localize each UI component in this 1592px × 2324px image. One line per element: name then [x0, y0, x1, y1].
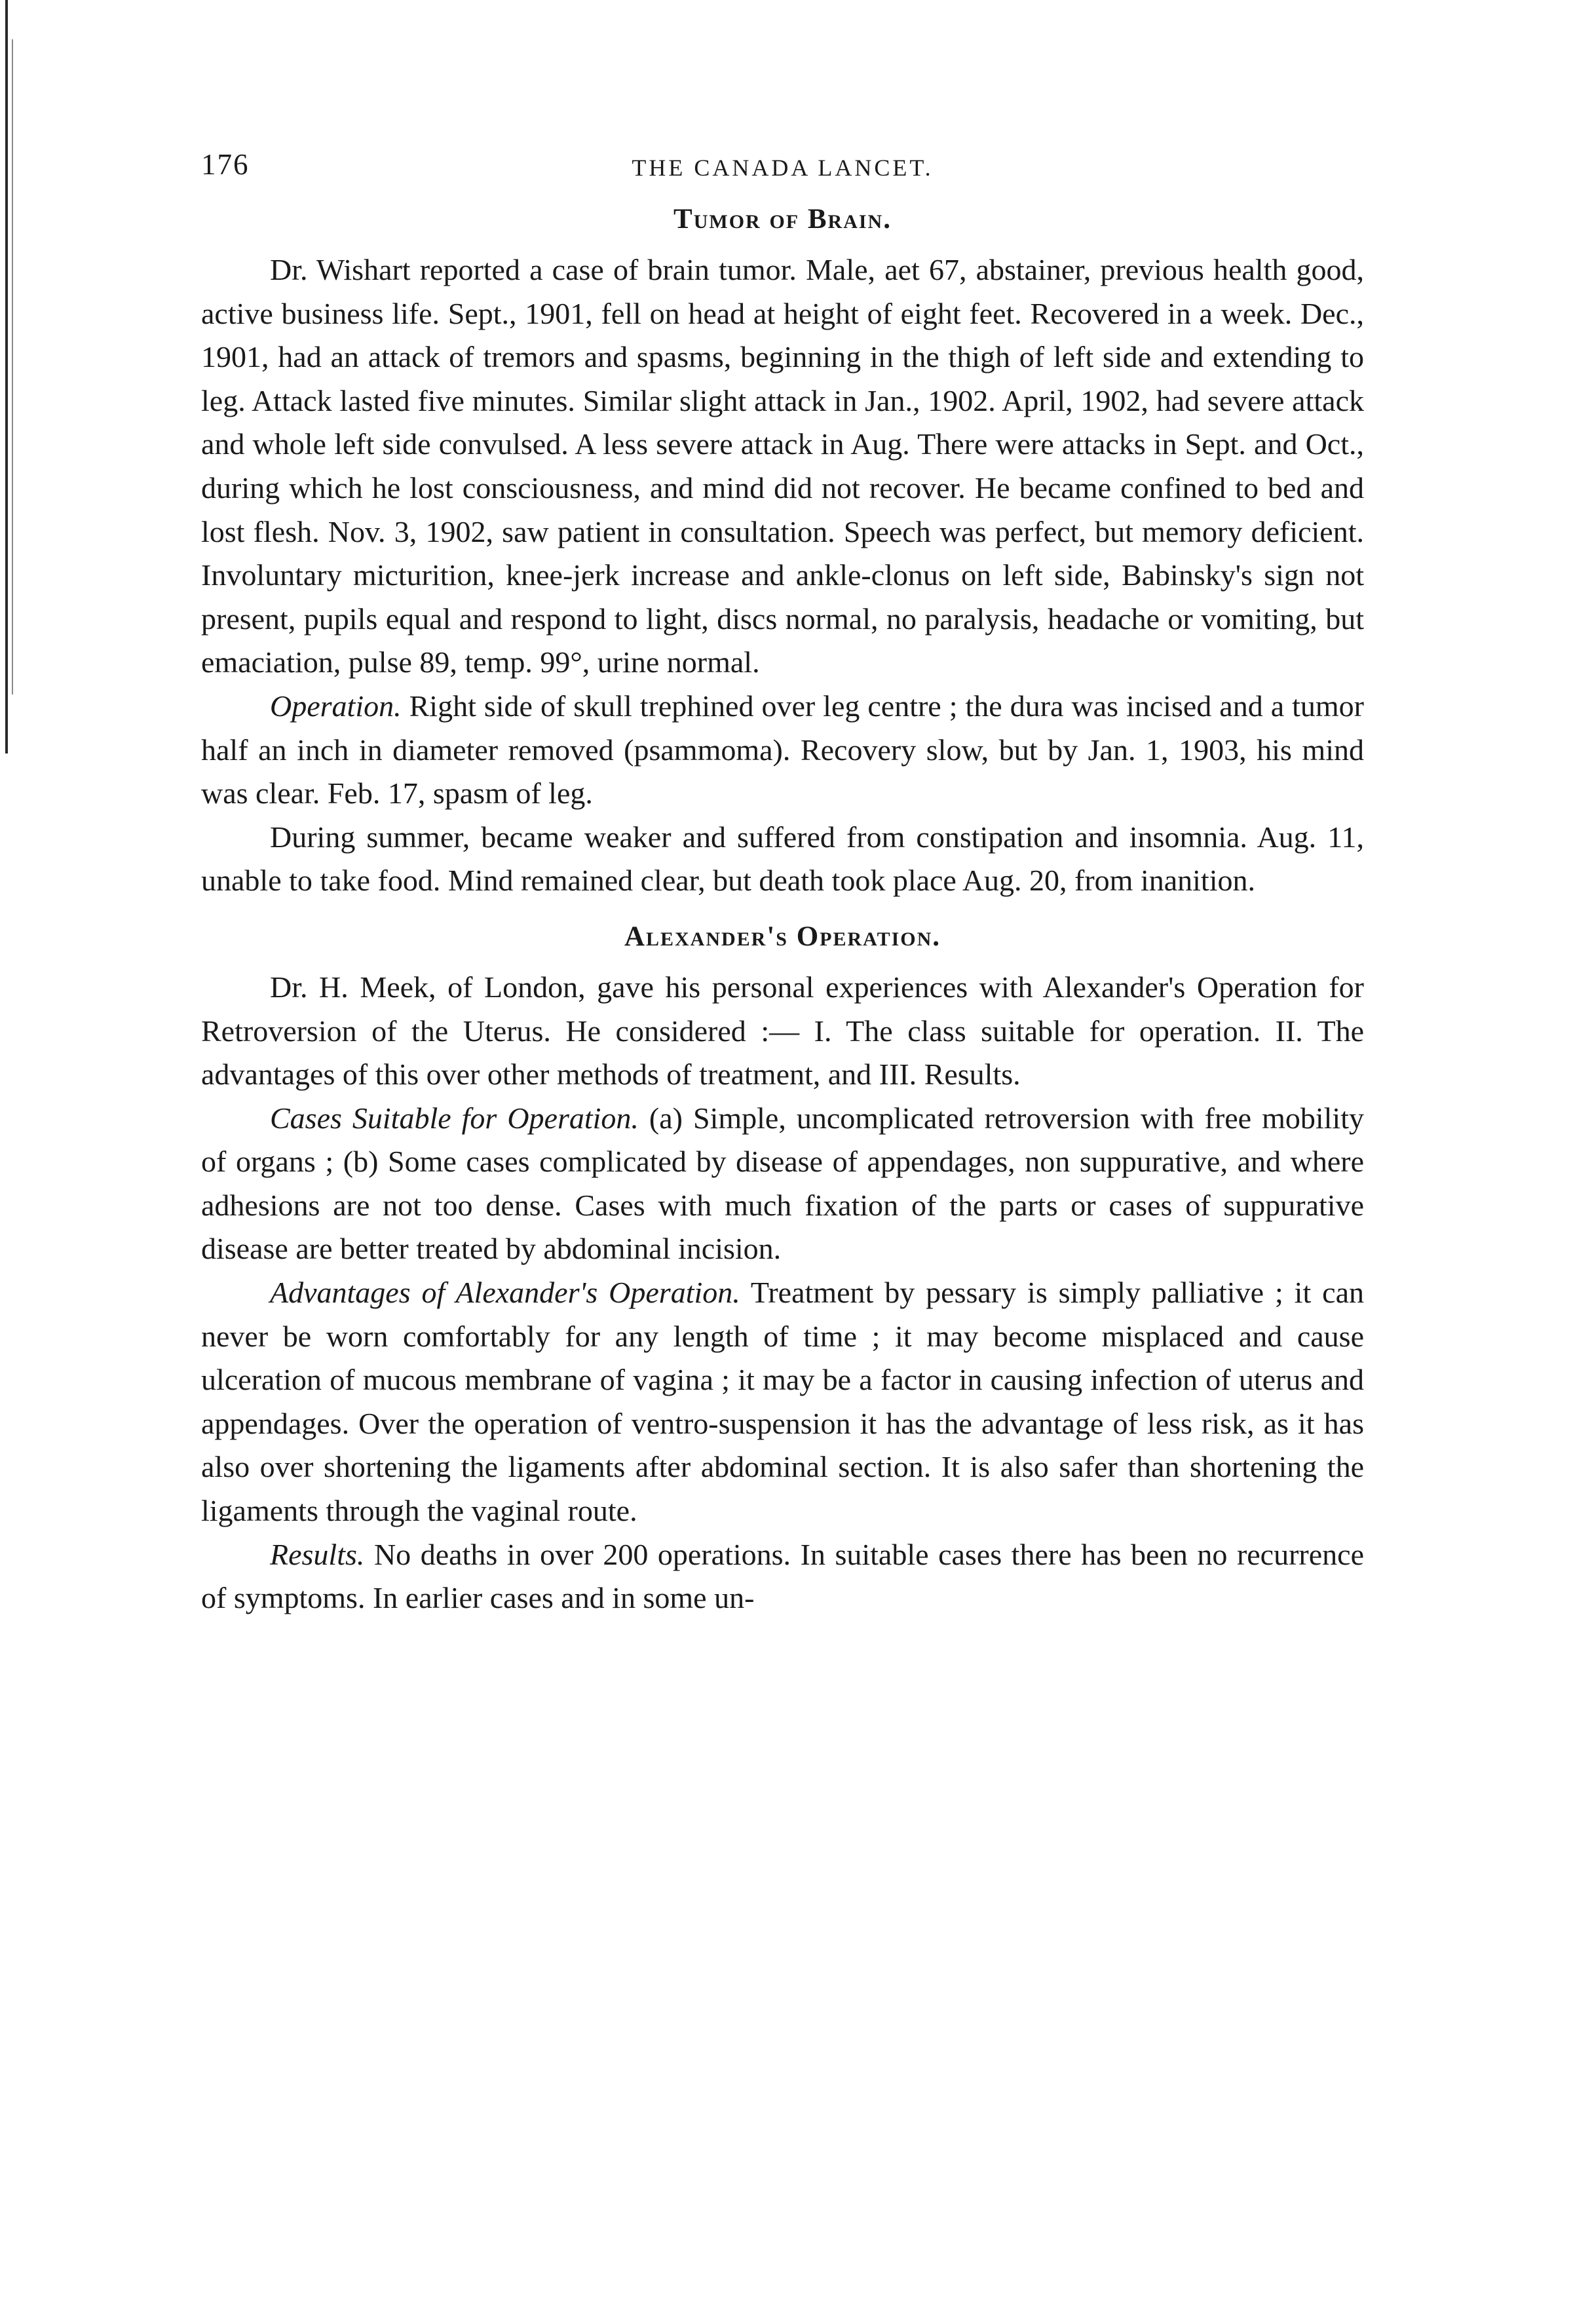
paragraph-lead: Cases Suitable for Operation.	[270, 1101, 639, 1135]
running-head	[201, 147, 1364, 200]
page-number: 176	[201, 148, 250, 181]
document-page	[201, 147, 1364, 1620]
paragraph-text: No deaths in over 200 operations. In suitable cases there has been no recurrence of symptoms. In earlier cases and in some un-	[201, 1537, 1364, 1615]
section-tumor-of-brain	[201, 200, 1364, 903]
paragraph-text: Treatment by pessary is simply palliative ; it can never be worn comfortably for any length of time ; it may become misplaced and cause ulceration of mucous membrane of vagina ; it may be a factor in causing infection of uterus and appendages. Over the operation of ventro-suspension it has the advantage of less risk, as it has also over shortening the ligaments after abdominal section. It is also safer than shortening the ligaments through the vaginal route.	[201, 1276, 1364, 1528]
section-heading: Tumor of Brain.	[673, 204, 892, 235]
section-heading: Alexander's Operation.	[624, 921, 941, 952]
paragraph	[201, 966, 1364, 1097]
paragraph-text: Dr. Wishart reported a case of brain tumor. Male, aet 67, abstainer, previous health good, active business life. Sept., 1901, fell on head at height of eight feet. Recovered in a week. Dec., 1901, had an attack of tremors and spasms, beginning in the thigh of left side and extending to leg. Attack lasted five minutes. Similar slight attack in Jan., 1902. April, 1902, had severe attack and whole left side convulsed. A less severe attack in Aug. There were attacks in Sept. and Oct., during which he lost consciousness, and mind did not recover. He became confined to bed and lost flesh. Nov. 3, 1902, saw patient in consultation. Speech was perfect, but memory deficient. Involuntary micturition, knee-jerk increase and ankle-clonus on left side, Babinsky's sign not present, pupils equal and respond to light, discs normal, no paralysis, headache or vomiting, but emaciation, pulse 89, temp. 99°, urine normal.	[201, 253, 1364, 679]
paragraph-lead: Operation.	[270, 689, 402, 723]
paragraph	[201, 248, 1364, 685]
paragraph-lead: Advantages of Alexander's Operation.	[270, 1276, 740, 1310]
binding-edge-line	[5, 0, 8, 753]
paragraph-lead: Results.	[270, 1537, 365, 1571]
paragraph-text: (a) Simple, uncomplicated retroversion with free mobility of organs ; (b) Some cases complicated by disease of appendages, non suppurative, and where adhesions are not too dense. Cases with much fixation of the parts or cases of suppurative disease are better treated by abdominal incision.	[201, 1101, 1364, 1266]
paragraph-text: Dr. H. Meek, of London, gave his personal experiences with Alexander's Operation for Retroversion of the Uterus. He considered :— I. The class suitable for operation. II. The advantages of this over other methods of treatment, and III. Results.	[201, 970, 1364, 1092]
section-alexanders-operation	[201, 917, 1364, 1620]
paragraph	[201, 816, 1364, 903]
journal-title: THE CANADA LANCET.	[632, 155, 934, 181]
paragraph	[201, 1533, 1364, 1620]
paragraph	[201, 1097, 1364, 1271]
binding-edge-shadow	[12, 39, 13, 695]
section-spacer	[201, 903, 1364, 917]
paragraph	[201, 1271, 1364, 1533]
paragraph	[201, 685, 1364, 816]
paragraph-text: Right side of skull trephined over leg centre ; the dura was incised and a tumor half an inch in diameter removed (psammoma). Recovery slow, but by Jan. 1, 1903, his mind was clear. Feb. 17, spasm of leg.	[201, 689, 1364, 810]
paragraph-text: During summer, became weaker and suffered from constipation and insomnia. Aug. 11, unable to take food. Mind remained clear, but death took place Aug. 20, from inanition.	[201, 820, 1364, 898]
